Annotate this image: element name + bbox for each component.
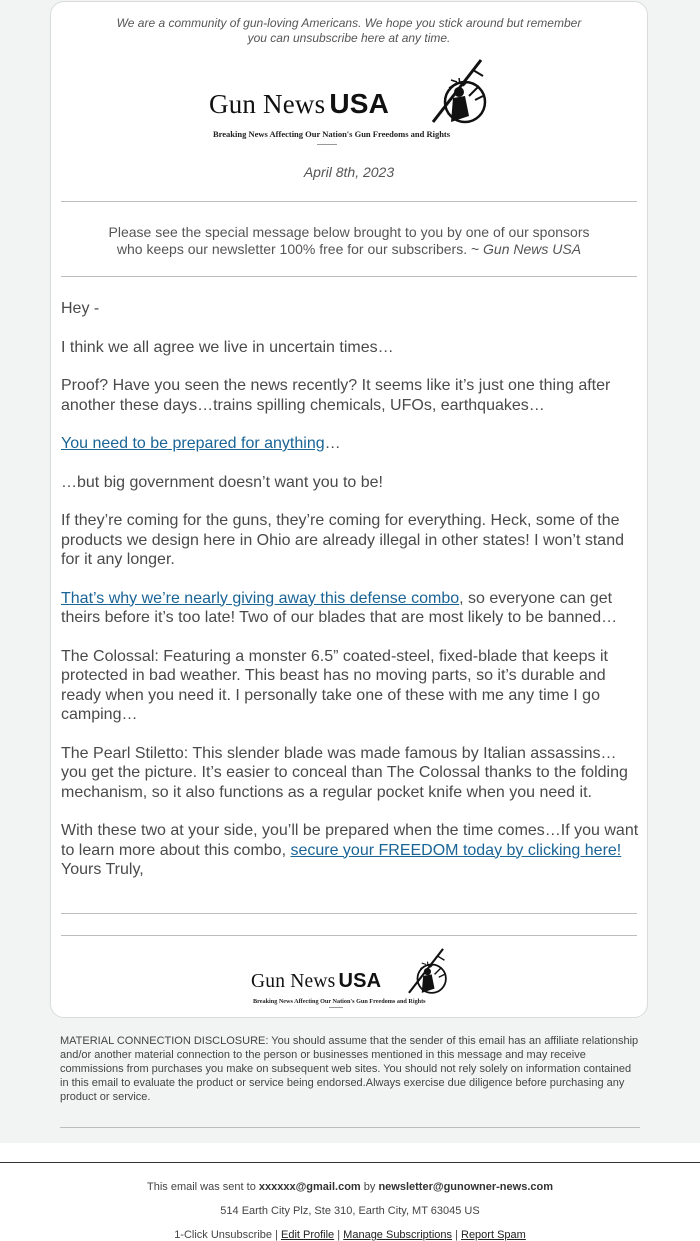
logo-usa: USA (329, 88, 390, 119)
paragraph: I think we all agree we live in uncertain times… (61, 338, 394, 356)
manage-subscriptions-link[interactable]: Manage Subscriptions (343, 1229, 453, 1241)
mailing-address: 514 Earth City Plz, Ste 310, Earth City, MT 63045 US (220, 1205, 480, 1217)
sponsor-line-1: Please see the special message below brought to you by one of our sponsors (108, 224, 590, 240)
recipient-email: xxxxxx@gmail.com (258, 1181, 361, 1193)
divider (60, 1127, 640, 1128)
logo-tagline: Breaking News Affecting Our Nation's Gun Freedoms and Rights (253, 998, 426, 1005)
paragraph: Proof? Have you seen the news recently? It seems like it’s just one thing after another these days…trains spilling chemicals, UFOs, earthquakes… (61, 377, 611, 414)
newsletter-date: April 8th, 2023 (303, 164, 395, 180)
divider (61, 201, 637, 202)
paragraph-text: , so everyone can get theirs before it’s too late! Two of our blades that are most likely to be banned… (61, 589, 618, 626)
statue-of-liberty-rifle-icon (425, 56, 489, 132)
footer-top-border (0, 1162, 700, 1163)
sent-prefix: This email was sent to (147, 1181, 259, 1193)
by-text: by (360, 1181, 379, 1193)
greeting: Hey - (61, 300, 100, 317)
paragraph: If they’re coming for the guns, they’re coming for everything. Heck, some of the products we design here in Ohio are already illegal in other states! I won’t stand for it any longer. (61, 512, 624, 568)
intro-text: We are a community of gun-loving Americans. We hope you stick around but remember you can unsubscribe here at any time. (116, 16, 582, 45)
sponsor-signature: Gun News USA (483, 241, 582, 257)
sender-email: newsletter@gunowner-news.com (378, 1181, 553, 1193)
footer-links (0, 1229, 700, 1241)
divider (61, 913, 637, 914)
unsubscribe-label[interactable]: 1-Click Unsubscribe (174, 1229, 272, 1241)
statue-of-liberty-rifle-icon (403, 946, 449, 1000)
defense-combo-link[interactable]: That’s why we’re nearly giving away this defense combo (61, 589, 460, 607)
message-body (61, 299, 639, 880)
header-logo[interactable] (209, 56, 495, 148)
sent-to-line (0, 1181, 700, 1193)
separator: | (334, 1229, 344, 1241)
secure-freedom-link[interactable]: secure your FREEDOM today by clicking here! (290, 841, 622, 859)
email-footer (0, 1143, 700, 1241)
divider (61, 935, 637, 936)
prepared-link[interactable]: You need to be prepared for anything (61, 435, 325, 452)
ellipsis-text: … (324, 435, 341, 452)
sponsor-line-2: who keeps our newsletter 100% free for our subscribers. ~ (116, 241, 484, 257)
email-card (50, 1, 648, 1018)
edit-profile-link[interactable]: Edit Profile (280, 1229, 335, 1241)
logo-wordmark (251, 970, 381, 993)
paragraph: The Colossal: Featuring a monster 6.5” coated-steel, fixed-blade that keeps it protected in bad weather. This beast has no moving parts, so it’s durable and ready when you need it. I personally take one of these with me any time I go camping… (61, 647, 608, 723)
divider (61, 276, 637, 277)
paragraph (61, 434, 639, 454)
paragraph (61, 589, 639, 628)
closing: Yours Truly, (61, 861, 144, 878)
separator: | (272, 1229, 281, 1241)
logo-name: Gun News (251, 971, 336, 992)
footer-logo[interactable] (251, 946, 451, 1010)
logo-tagline: Breaking News Affecting Our Nation's Gun Freedoms and Rights (213, 129, 451, 139)
logo-usa: USA (338, 970, 382, 992)
paragraph: …but big government doesn’t want you to be! (61, 473, 383, 491)
paragraph (61, 821, 639, 860)
separator: | (452, 1229, 461, 1241)
sponsor-note (51, 224, 647, 258)
material-disclosure: MATERIAL CONNECTION DISCLOSURE: You should assume that the sender of this email has an affiliate relationship and/or another material connection to the person or businesses mentioned in this message and may receive commissions from purchases you make on subsequent web sites. You should not rely solely on information contained in this email to evaluate the product or service being endorsed.Always exercise due diligence before purchasing any product or service. (60, 1035, 639, 1103)
logo-name: Gun News (209, 89, 326, 119)
paragraph: The Pearl Stiletto: This slender blade was made famous by Italian assassins…you get the picture. It’s easier to conceal than The Colossal thanks to the folding mechanism, so it also functions as a regular pocket knife when you need it. (61, 744, 628, 801)
paragraph-text: With these two at your side, you’ll be prepared when the time comes…If you want to learn more about this combo, (61, 822, 639, 859)
logo-divider (317, 144, 337, 145)
logo-wordmark (209, 88, 389, 120)
logo-divider (329, 1007, 343, 1008)
report-spam-link[interactable]: Report Spam (461, 1229, 526, 1241)
